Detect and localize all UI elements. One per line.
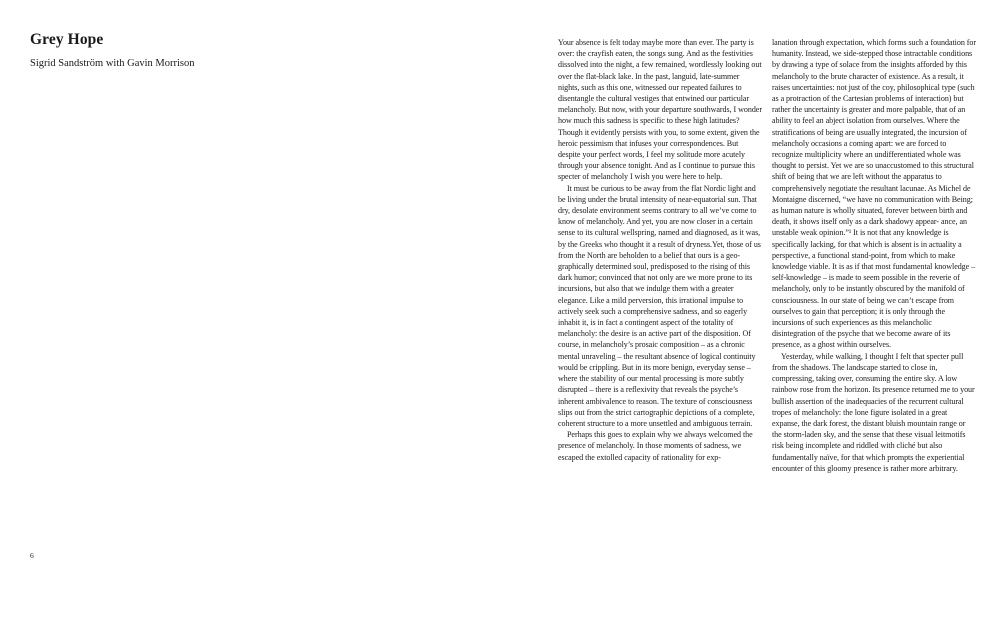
text-column-right [772, 37, 976, 474]
page-title: Grey Hope [30, 31, 104, 48]
author-byline: Sigrid Sandström with Gavin Morrison [30, 58, 195, 69]
page-number: 6 [30, 551, 34, 560]
paragraph: Your absence is felt today maybe more than ever. The party is over: the crayfish eaten, the songs sung. And as the festivities dissolved into the night, a few remained, wordlessly looking out over the flat-black lake. In the past, languid, late-summer nights, such as this one, witnessed our repeated failures to disentangle the cultural vestiges that entwined our particular melancholy. But now, with your departure southwards, I wonder how much this sadness is specific to these high latitudes? Though it evidently persists with you, to some extent, given the heroic pessimism that infuses your correspondences. But despite your perfect words, I feel my solitude more acutely through your absence tonight. And as I continue to pursue this specter of melancholy I wish you were here to help. [558, 38, 762, 182]
paragraph: It must be curious to be away from the flat Nordic light and be living under the brutal intensity of near-equatorial sun. That dry, desolate environment seems contrary to all we’ve come to know of melancholy. And yet, you are now closer in a certain sense to its cultural wellspring, named and diagnosed, as it was, by the Greeks who thought it a result of dryness.Yet, those of us from the North are beholden to a belief that ours is a geo-graphically determined soul, predisposed to the rising of this dark humor; convinced that not only are we more prone to its incursions, but also that we indulge them with a greater elegance. Like a mild perversion, this irrational impulse to actively seek such a comprehensive sadness, and so eagerly inhabit it, is in fact a contingent aspect of the totality of melancholy: the desire is an active part of the disposition. Of course, in melancholy’s prosaic composition – as a chronic mental unraveling – the resultant absence of logical continuity would be crippling. But in its more benign, everyday sense – where the stability of our mental processing is more subtly disrupted – there is a reflexivity that reveals the psyche’s inherent ambivalence to reason. The texture of consciousness slips out from the strict cartographic depictions of a complete, coherent structure to a more unsettled and ambiguous terrain. [558, 183, 761, 428]
paragraph: Perhaps this goes to explain why we always welcomed the presence of melancholy. In those moments of sadness, we escaped the extolled capacity of rationality for exp- [558, 430, 753, 462]
paragraph: Yesterday, while walking, I thought I felt that specter pull from the shadows. The landscape started to close in, compressing, taking over, consuming the entire sky. A low rainbow rose from the horizon. Its presence returned me to your bullish assertion of the inadequacies of the recurrent cultural tropes of melancholy: the lone figure isolated in a great expanse, the dark forest, the distant bluish mountain range or the storm-laden sky, and the sense that these visual leitmotifs risk being incomplete and riddled with cliché but also fundamentally naïve, for that which prompts the experiential encounter of this gloomy presence is rather more arbitrary. [772, 351, 975, 473]
paragraph: lanation through expectation, which forms such a foundation for humanity. Instead, we side-stepped those intractable conditions by drawing a type of solace from the insights afforded by this melancholy to the brute character of existence. As a result, it raises uncertainties: not just of the coy, philosophical type (such as a protraction of the Cartesian problems of interaction) but rather the uncertainty is greater and more palpable, that of an ability to feel an abject isolation from ourselves. Where the stratifications of being are usually integrated, the incursion of melancholy occasions a coming apart: we are forced to recognize multiplicity where an undifferentiated whole was thought to persist. Yet we are so unaccustomed to this structural shift of being that we are left without the apparatus to comprehensively negotiate the resultant lacunae. As Michel de Montaigne discerned, “we have no communication with Being; as human nature is wholly situated, forever between birth and death, it shows itself only as a dark shadowy appear- ance, an unstable weak opinion.”¹ It is not that any knowledge is specifically lacking, for that which is absent is in actuality a perspective, a functional stand-point, from which to make knowledge viable. It is as if that most fundamental knowledge – self-knowledge – is made to seem possible in the reverie of melancholy, only to be instantly obscured by the manifold of consciousness. In our state of being we can’t escape from ourselves to gain that perception; it is only through the incursions of such experiences as this melancholic disintegration of the psyche that we become aware of its presence, as a ghost within ourselves. [772, 38, 977, 350]
text-column-left [558, 37, 762, 463]
